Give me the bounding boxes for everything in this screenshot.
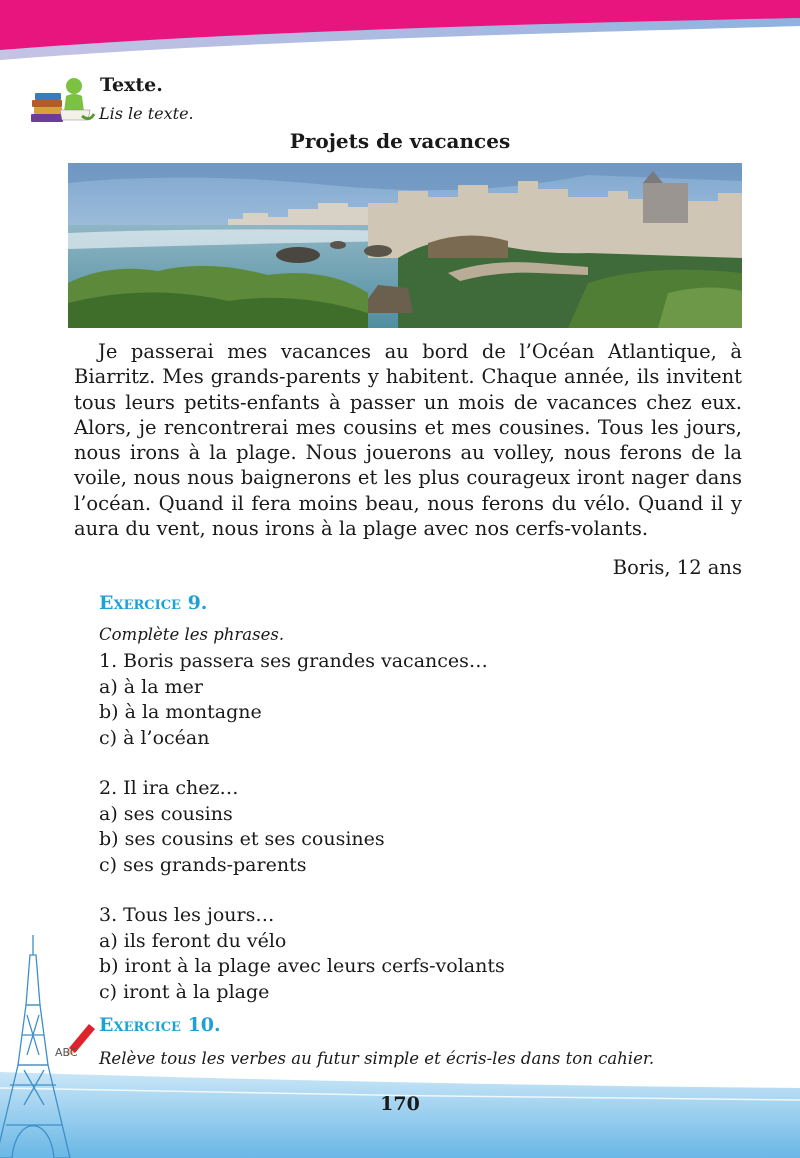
exercise-10-instruction: Relève tous les verbes au futur simple et écris-les dans ton cahier. [99,1049,655,1068]
question-prompt: 2. Il ira chez… [99,777,239,799]
reading-title: Projets de vacances [289,129,511,153]
answer-option: b) iront à la plage avec leurs cerfs-volants [99,955,505,977]
exercise-10-heading: Exercice 10. [99,1014,221,1036]
biarritz-coast-photo [68,163,742,328]
reading-passage [74,339,742,541]
question-prompt: 3. Tous les jours… [99,904,275,926]
answer-option: a) à la mer [99,675,203,698]
answer-option: b) ses cousins et ses cousines [99,828,385,850]
reading-books-icon [30,76,96,126]
passage-paragraph: Je passerai mes vacances au bord de l’Océan Atlantique, à Biarritz. Mes grands-parents y habitent. Chaque année, ils invitent tous leurs petits-enfants à passer un mois de vacances chez eux. Alors, je rencontrerai mes cousins et mes cousines. Tous les jours, nous irons à la plage. Nous jouerons au volley, nous ferons de la voile, nous nous baignerons et les plus courageux iront nager dans l’océan. Quand il fera moins beau, nous ferons du vélo. Quand il y aura du vent, nous irons à la plage avec nos cerfs-volants. [74,340,742,541]
answer-option: c) iront à la plage [99,980,270,1003]
answer-option: a) ses cousins [99,802,233,825]
section-title: Texte. [100,74,163,96]
pencil-label: ABC [55,1046,78,1058]
question-2 [99,776,385,878]
answer-option: a) ils feront du vélo [99,929,287,952]
question-prompt: 1. Boris passera ses grandes vacances… [99,650,488,672]
top-decorative-band [0,0,800,62]
exercise-9-heading: Exercice 9. [99,592,208,614]
answer-option: b) à la montagne [99,701,262,723]
pencil-icon [55,1018,97,1058]
question-3 [99,903,505,1005]
exercise-9-instruction: Complète les phrases. [99,625,285,644]
question-1 [99,649,488,751]
page-number: 170 [380,1093,420,1115]
passage-signature: Boris, 12 ans [612,556,742,579]
answer-option: c) ses grands-parents [99,853,307,876]
answer-option: c) à l’océan [99,726,210,749]
section-instruction: Lis le texte. [99,104,194,123]
